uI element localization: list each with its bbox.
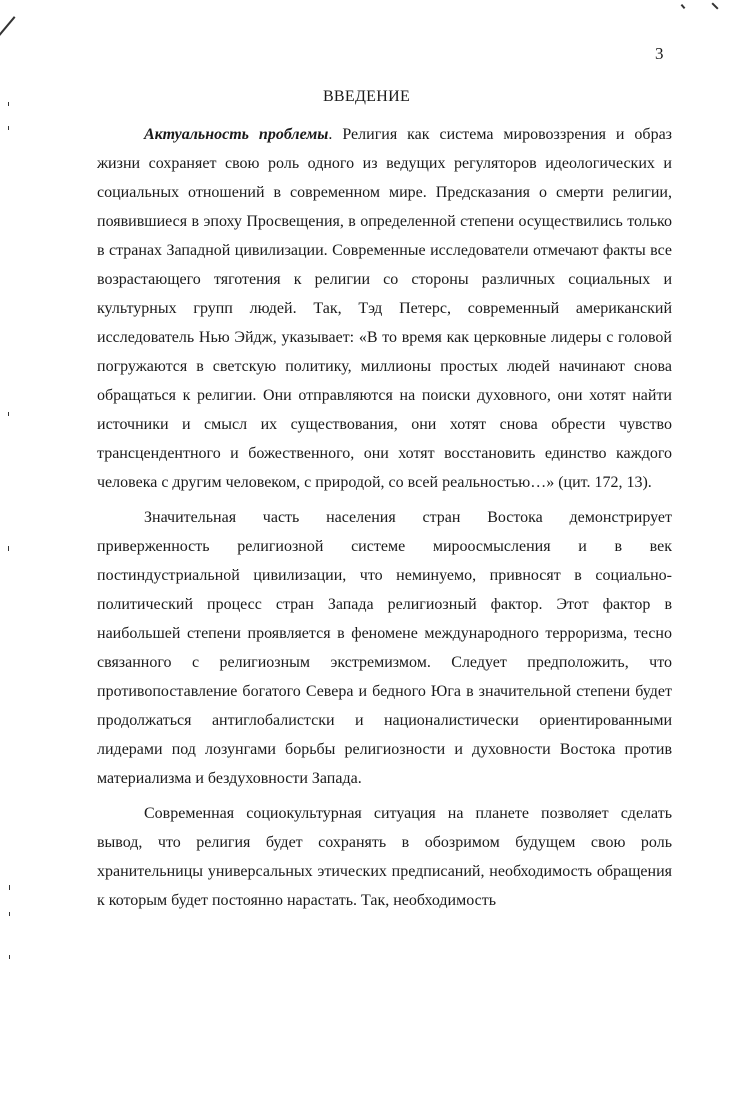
scan-mark (9, 912, 10, 916)
paragraph-lead: Актуальность проблемы (144, 126, 329, 143)
scan-mark (0, 16, 15, 36)
scan-mark (8, 412, 9, 416)
paragraph-text: . Религия как система мировоззрения и образ жизни сохраняет свою роль одного из ведущих регуляторов идеологических и социальных отношений в современном мире. Предсказания о смерти религии, появившиеся в эпоху Просвещения, в определенной степени осуществились только в странах Западной цивилизации. Современные исследователи отмечают факты все возрастающего тяготения к религии со стороны различных социальных и культурных групп людей. Так, Тэд Петерс, современный американский исследователь Нью Эйдж, указывает: «В то время как церковные лидеры с головой погружаются в светскую политику, миллионы простых людей начинают снова обращаться к религии. Они отправляются на поиски духовного, они хотят найти источники и смысл их существования, они хотят снова обрести чувство трансцендентного и божественного, они хотят восстановить единство каждого человека с другим человеком, с природой, со всей реальностью…» (цит. 172, 13). (97, 126, 672, 491)
page-title: ВВЕДЕНИЕ (322, 88, 411, 105)
page-number: 3 (655, 44, 664, 63)
scan-mark (681, 4, 686, 9)
document-body (97, 120, 672, 915)
scan-mark (711, 2, 718, 9)
scan-mark (9, 885, 10, 890)
paragraph: Современная социокультурная ситуация на планете позволяет сделать вывод, что религия будет сохранять в обозримом будущем свою роль хранительницы универсальных этических предписаний, необходимость обращения к которым будет постоянно нарастать. Так, необходимость (97, 805, 672, 909)
paragraph (97, 120, 672, 497)
scan-mark (8, 126, 9, 130)
paragraph: Значительная часть населения стран Востока демонстрирует приверженность религиозной системе мироосмысления и в век постиндустриальной цивилизации, что неминуемо, привносят в социально-политический процесс стран Запада религиозный фактор. Этот фактор в наибольшей степени проявляется в феномене международного терроризма, тесно связанного с религиозным экстремизмом. Следует предположить, что противопоставление богатого Севера и бедного Юга в значительной степени будет продолжаться антиглобалистски и националистически ориентированными лидерами под лозунгами борьбы религиозности и духовности Востока против материализма и бездуховности Запада. (97, 509, 672, 787)
scan-mark (9, 955, 10, 959)
scan-mark (8, 546, 9, 551)
